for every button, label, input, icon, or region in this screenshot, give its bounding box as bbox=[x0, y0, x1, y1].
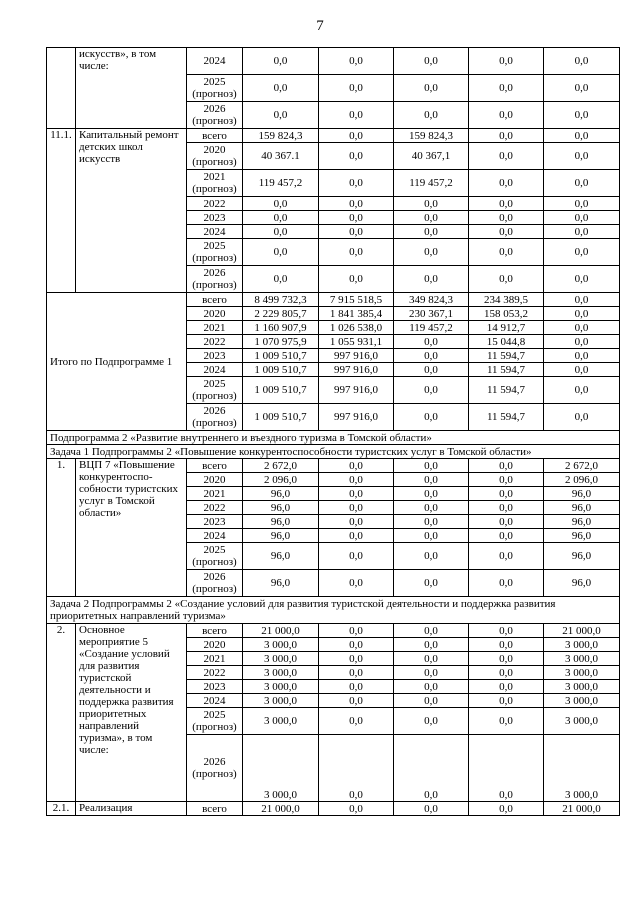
value-cell: 1 070 975,9 bbox=[243, 335, 319, 349]
value-cell: 3 000,0 bbox=[243, 694, 319, 708]
row-number: 2. bbox=[47, 624, 76, 802]
value-cell: 0,0 bbox=[394, 266, 469, 293]
value-cell: 0,0 bbox=[544, 170, 620, 197]
value-cell: 0,0 bbox=[469, 266, 544, 293]
year-cell: 2024 bbox=[187, 529, 243, 543]
value-cell: 21 000,0 bbox=[243, 624, 319, 638]
value-cell: 0,0 bbox=[544, 225, 620, 239]
value-cell: 0,0 bbox=[469, 501, 544, 515]
year-cell: 2022 bbox=[187, 197, 243, 211]
value-cell: 119 457,2 bbox=[394, 321, 469, 335]
value-cell: 0,0 bbox=[394, 735, 469, 802]
year-cell: 2024 bbox=[187, 225, 243, 239]
value-cell: 0,0 bbox=[544, 143, 620, 170]
value-cell: 96,0 bbox=[544, 543, 620, 570]
value-cell: 0,0 bbox=[544, 335, 620, 349]
year-cell: всего bbox=[187, 802, 243, 816]
value-cell: 96,0 bbox=[544, 501, 620, 515]
value-cell: 0,0 bbox=[394, 529, 469, 543]
value-cell: 0,0 bbox=[319, 487, 394, 501]
value-cell: 0,0 bbox=[394, 570, 469, 597]
value-cell: 96,0 bbox=[243, 570, 319, 597]
value-cell: 3 000,0 bbox=[243, 666, 319, 680]
value-cell: 0,0 bbox=[469, 102, 544, 129]
value-cell: 159 824,3 bbox=[243, 129, 319, 143]
row-name: Капитальный ремонт детских школ искусств bbox=[76, 129, 187, 293]
value-cell: 0,0 bbox=[319, 694, 394, 708]
value-cell: 0,0 bbox=[469, 708, 544, 735]
value-cell: 0,0 bbox=[544, 211, 620, 225]
year-cell: 2021 (прогноз) bbox=[187, 170, 243, 197]
year-cell: 2022 bbox=[187, 335, 243, 349]
year-cell: 2024 bbox=[187, 363, 243, 377]
value-cell: 0,0 bbox=[394, 225, 469, 239]
value-cell: 0,0 bbox=[319, 501, 394, 515]
value-cell: 11 594,7 bbox=[469, 349, 544, 363]
value-cell: 1 841 385,4 bbox=[319, 307, 394, 321]
value-cell: 11 594,7 bbox=[469, 404, 544, 431]
value-cell: 0,0 bbox=[319, 680, 394, 694]
value-cell: 0,0 bbox=[394, 48, 469, 75]
value-cell: 3 000,0 bbox=[243, 638, 319, 652]
value-cell: 0,0 bbox=[394, 515, 469, 529]
value-cell: 0,0 bbox=[319, 75, 394, 102]
value-cell: 21 000,0 bbox=[544, 624, 620, 638]
value-cell: 0,0 bbox=[243, 239, 319, 266]
value-cell: 2 229 805,7 bbox=[243, 307, 319, 321]
value-cell: 0,0 bbox=[394, 335, 469, 349]
value-cell: 349 824,3 bbox=[394, 293, 469, 307]
value-cell: 3 000,0 bbox=[544, 666, 620, 680]
value-cell: 0,0 bbox=[394, 75, 469, 102]
value-cell: 3 000,0 bbox=[544, 652, 620, 666]
year-cell: 2025 (прогноз) bbox=[187, 708, 243, 735]
value-cell: 96,0 bbox=[243, 529, 319, 543]
value-cell: 0,0 bbox=[394, 802, 469, 816]
value-cell: 0,0 bbox=[319, 638, 394, 652]
value-cell: 0,0 bbox=[469, 48, 544, 75]
value-cell: 1 009 510,7 bbox=[243, 349, 319, 363]
value-cell: 0,0 bbox=[319, 197, 394, 211]
value-cell: 0,0 bbox=[469, 529, 544, 543]
value-cell: 0,0 bbox=[544, 293, 620, 307]
value-cell: 0,0 bbox=[394, 473, 469, 487]
value-cell: 0,0 bbox=[394, 624, 469, 638]
value-cell: 0,0 bbox=[469, 666, 544, 680]
value-cell: 0,0 bbox=[319, 708, 394, 735]
value-cell: 0,0 bbox=[394, 211, 469, 225]
value-cell: 0,0 bbox=[544, 102, 620, 129]
section-row bbox=[47, 445, 620, 459]
value-cell: 0,0 bbox=[319, 543, 394, 570]
section-row bbox=[47, 597, 620, 624]
section-row bbox=[47, 431, 620, 445]
value-cell: 0,0 bbox=[394, 102, 469, 129]
value-cell: 0,0 bbox=[319, 129, 394, 143]
value-cell: 997 916,0 bbox=[319, 363, 394, 377]
value-cell: 3 000,0 bbox=[544, 694, 620, 708]
year-cell: 2026 (прогноз) bbox=[187, 404, 243, 431]
value-cell: 14 912,7 bbox=[469, 321, 544, 335]
year-cell: 2025 (прогноз) bbox=[187, 377, 243, 404]
value-cell: 0,0 bbox=[394, 239, 469, 266]
value-cell: 0,0 bbox=[544, 363, 620, 377]
value-cell: 0,0 bbox=[319, 239, 394, 266]
value-cell: 0,0 bbox=[469, 652, 544, 666]
year-cell: 2023 bbox=[187, 211, 243, 225]
row-number: 2.1. bbox=[47, 802, 76, 816]
year-cell: 2023 bbox=[187, 349, 243, 363]
year-cell: 2021 bbox=[187, 652, 243, 666]
value-cell: 0,0 bbox=[319, 802, 394, 816]
value-cell: 0,0 bbox=[243, 75, 319, 102]
value-cell: 21 000,0 bbox=[243, 802, 319, 816]
value-cell: 0,0 bbox=[469, 473, 544, 487]
row-name: Основное мероприятие 5 «Создание условий для развития туристской деятельности и поддержка развития приоритетных направлений туризма», в том числе: bbox=[76, 624, 187, 802]
value-cell: 0,0 bbox=[544, 197, 620, 211]
value-cell: 159 824,3 bbox=[394, 129, 469, 143]
row-name: искусств», в том числе: bbox=[76, 48, 187, 129]
table-row bbox=[47, 293, 620, 307]
year-cell: 2021 bbox=[187, 487, 243, 501]
value-cell: 0,0 bbox=[243, 225, 319, 239]
year-cell: 2025 (прогноз) bbox=[187, 75, 243, 102]
value-cell: 40 367,1 bbox=[394, 143, 469, 170]
value-cell: 0,0 bbox=[394, 377, 469, 404]
value-cell: 230 367,1 bbox=[394, 307, 469, 321]
value-cell: 0,0 bbox=[243, 48, 319, 75]
value-cell: 3 000,0 bbox=[243, 708, 319, 735]
value-cell: 0,0 bbox=[469, 638, 544, 652]
value-cell: 0,0 bbox=[319, 102, 394, 129]
value-cell: 1 055 931,1 bbox=[319, 335, 394, 349]
year-cell: всего bbox=[187, 624, 243, 638]
value-cell: 997 916,0 bbox=[319, 349, 394, 363]
value-cell: 1 009 510,7 bbox=[243, 404, 319, 431]
value-cell: 8 499 732,3 bbox=[243, 293, 319, 307]
value-cell: 96,0 bbox=[544, 487, 620, 501]
year-cell: всего bbox=[187, 129, 243, 143]
value-cell: 0,0 bbox=[469, 680, 544, 694]
budget-table bbox=[46, 47, 620, 816]
row-number: 1. bbox=[47, 459, 76, 597]
value-cell: 0,0 bbox=[319, 624, 394, 638]
year-cell: 2025 (прогноз) bbox=[187, 239, 243, 266]
value-cell: 0,0 bbox=[469, 515, 544, 529]
value-cell: 0,0 bbox=[243, 211, 319, 225]
value-cell: 96,0 bbox=[243, 515, 319, 529]
year-cell: 2024 bbox=[187, 48, 243, 75]
value-cell: 2 096,0 bbox=[544, 473, 620, 487]
year-cell: 2020 bbox=[187, 307, 243, 321]
value-cell: 0,0 bbox=[319, 473, 394, 487]
value-cell: 0,0 bbox=[394, 349, 469, 363]
value-cell: 96,0 bbox=[243, 501, 319, 515]
page-number: 7 bbox=[316, 18, 324, 34]
section-title: Задача 1 Подпрограммы 2 «Повышение конкурентоспособности туристских услуг в Томской области» bbox=[47, 445, 620, 459]
value-cell: 3 000,0 bbox=[544, 735, 620, 802]
year-cell: 2025 (прогноз) bbox=[187, 543, 243, 570]
value-cell: 0,0 bbox=[394, 363, 469, 377]
year-cell: 2021 bbox=[187, 321, 243, 335]
value-cell: 0,0 bbox=[319, 735, 394, 802]
year-cell: 2022 bbox=[187, 666, 243, 680]
value-cell: 96,0 bbox=[544, 529, 620, 543]
row-number bbox=[47, 48, 76, 129]
value-cell: 0,0 bbox=[469, 225, 544, 239]
row-name: Реализация bbox=[76, 802, 187, 816]
value-cell: 0,0 bbox=[394, 680, 469, 694]
value-cell: 0,0 bbox=[544, 48, 620, 75]
value-cell: 0,0 bbox=[544, 75, 620, 102]
value-cell: 0,0 bbox=[394, 638, 469, 652]
year-cell: 2020 (прогноз) bbox=[187, 143, 243, 170]
value-cell: 0,0 bbox=[394, 197, 469, 211]
value-cell: 0,0 bbox=[394, 652, 469, 666]
value-cell: 11 594,7 bbox=[469, 363, 544, 377]
value-cell: 1 160 907,9 bbox=[243, 321, 319, 335]
value-cell: 0,0 bbox=[319, 529, 394, 543]
value-cell: 0,0 bbox=[544, 321, 620, 335]
value-cell: 0,0 bbox=[544, 266, 620, 293]
table-row bbox=[47, 48, 620, 75]
value-cell: 0,0 bbox=[544, 129, 620, 143]
year-cell: всего bbox=[187, 293, 243, 307]
value-cell: 0,0 bbox=[469, 735, 544, 802]
value-cell: 0,0 bbox=[394, 543, 469, 570]
section-title: Задача 2 Подпрограммы 2 «Создание условий для развития туристской деятельности и поддержка развития приоритетных направлений туризма» bbox=[47, 597, 620, 624]
year-cell: 2022 bbox=[187, 501, 243, 515]
value-cell: 21 000,0 bbox=[544, 802, 620, 816]
value-cell: 0,0 bbox=[319, 570, 394, 597]
value-cell: 0,0 bbox=[319, 666, 394, 680]
value-cell: 0,0 bbox=[469, 170, 544, 197]
year-cell: 2020 bbox=[187, 473, 243, 487]
value-cell: 0,0 bbox=[469, 75, 544, 102]
value-cell: 0,0 bbox=[319, 515, 394, 529]
value-cell: 0,0 bbox=[394, 501, 469, 515]
value-cell: 997 916,0 bbox=[319, 404, 394, 431]
value-cell: 2 672,0 bbox=[243, 459, 319, 473]
value-cell: 3 000,0 bbox=[544, 680, 620, 694]
value-cell: 997 916,0 bbox=[319, 377, 394, 404]
value-cell: 0,0 bbox=[319, 143, 394, 170]
value-cell: 0,0 bbox=[319, 652, 394, 666]
year-cell: 2026 (прогноз) bbox=[187, 570, 243, 597]
year-cell: 2023 bbox=[187, 515, 243, 529]
value-cell: 0,0 bbox=[469, 487, 544, 501]
value-cell: 0,0 bbox=[469, 129, 544, 143]
value-cell: 0,0 bbox=[469, 239, 544, 266]
value-cell: 0,0 bbox=[319, 48, 394, 75]
table-row bbox=[47, 624, 620, 638]
value-cell: 96,0 bbox=[243, 543, 319, 570]
year-cell: 2020 bbox=[187, 638, 243, 652]
table-row bbox=[47, 802, 620, 816]
value-cell: 0,0 bbox=[394, 666, 469, 680]
value-cell: 3 000,0 bbox=[544, 708, 620, 735]
table-row bbox=[47, 129, 620, 143]
value-cell: 0,0 bbox=[469, 802, 544, 816]
value-cell: 0,0 bbox=[544, 377, 620, 404]
value-cell: 96,0 bbox=[544, 570, 620, 597]
value-cell: 0,0 bbox=[243, 266, 319, 293]
year-cell: 2023 bbox=[187, 680, 243, 694]
row-name: Итого по Подпрограмме 1 bbox=[47, 293, 187, 431]
value-cell: 0,0 bbox=[544, 404, 620, 431]
value-cell: 3 000,0 bbox=[243, 652, 319, 666]
value-cell: 0,0 bbox=[394, 708, 469, 735]
value-cell: 119 457,2 bbox=[394, 170, 469, 197]
value-cell: 2 672,0 bbox=[544, 459, 620, 473]
value-cell: 0,0 bbox=[319, 459, 394, 473]
value-cell: 3 000,0 bbox=[243, 680, 319, 694]
value-cell: 0,0 bbox=[394, 487, 469, 501]
value-cell: 0,0 bbox=[469, 459, 544, 473]
value-cell: 0,0 bbox=[469, 197, 544, 211]
value-cell: 40 367.1 bbox=[243, 143, 319, 170]
value-cell: 119 457,2 bbox=[243, 170, 319, 197]
row-name: ВЦП 7 «Повышение конкурентоспо-собности туристских услуг в Томской области» bbox=[76, 459, 187, 597]
value-cell: 0,0 bbox=[469, 694, 544, 708]
value-cell: 3 000,0 bbox=[544, 638, 620, 652]
value-cell: 11 594,7 bbox=[469, 377, 544, 404]
value-cell: 0,0 bbox=[469, 143, 544, 170]
value-cell: 15 044,8 bbox=[469, 335, 544, 349]
year-cell: 2024 bbox=[187, 694, 243, 708]
value-cell: 1 026 538,0 bbox=[319, 321, 394, 335]
year-cell: всего bbox=[187, 459, 243, 473]
value-cell: 0,0 bbox=[394, 694, 469, 708]
value-cell: 0,0 bbox=[394, 404, 469, 431]
section-title: Подпрограмма 2 «Развитие внутреннего и въездного туризма в Томской области» bbox=[47, 431, 620, 445]
value-cell: 0,0 bbox=[469, 624, 544, 638]
value-cell: 0,0 bbox=[319, 266, 394, 293]
value-cell: 0,0 bbox=[469, 543, 544, 570]
value-cell: 0,0 bbox=[469, 211, 544, 225]
row-number: 11.1. bbox=[47, 129, 76, 293]
value-cell: 3 000,0 bbox=[243, 735, 319, 802]
value-cell: 0,0 bbox=[319, 225, 394, 239]
table-row bbox=[47, 459, 620, 473]
value-cell: 1 009 510,7 bbox=[243, 377, 319, 404]
value-cell: 0,0 bbox=[544, 307, 620, 321]
value-cell: 0,0 bbox=[319, 211, 394, 225]
value-cell: 234 389,5 bbox=[469, 293, 544, 307]
year-cell: 2026 (прогноз) bbox=[187, 735, 243, 802]
value-cell: 158 053,2 bbox=[469, 307, 544, 321]
value-cell: 0,0 bbox=[243, 102, 319, 129]
value-cell: 96,0 bbox=[243, 487, 319, 501]
value-cell: 0,0 bbox=[243, 197, 319, 211]
value-cell: 0,0 bbox=[544, 239, 620, 266]
value-cell: 0,0 bbox=[394, 459, 469, 473]
year-cell: 2026 (прогноз) bbox=[187, 102, 243, 129]
value-cell: 0,0 bbox=[544, 349, 620, 363]
value-cell: 7 915 518,5 bbox=[319, 293, 394, 307]
value-cell: 96,0 bbox=[544, 515, 620, 529]
value-cell: 1 009 510,7 bbox=[243, 363, 319, 377]
year-cell: 2026 (прогноз) bbox=[187, 266, 243, 293]
value-cell: 0,0 bbox=[319, 170, 394, 197]
value-cell: 0,0 bbox=[469, 570, 544, 597]
value-cell: 2 096,0 bbox=[243, 473, 319, 487]
